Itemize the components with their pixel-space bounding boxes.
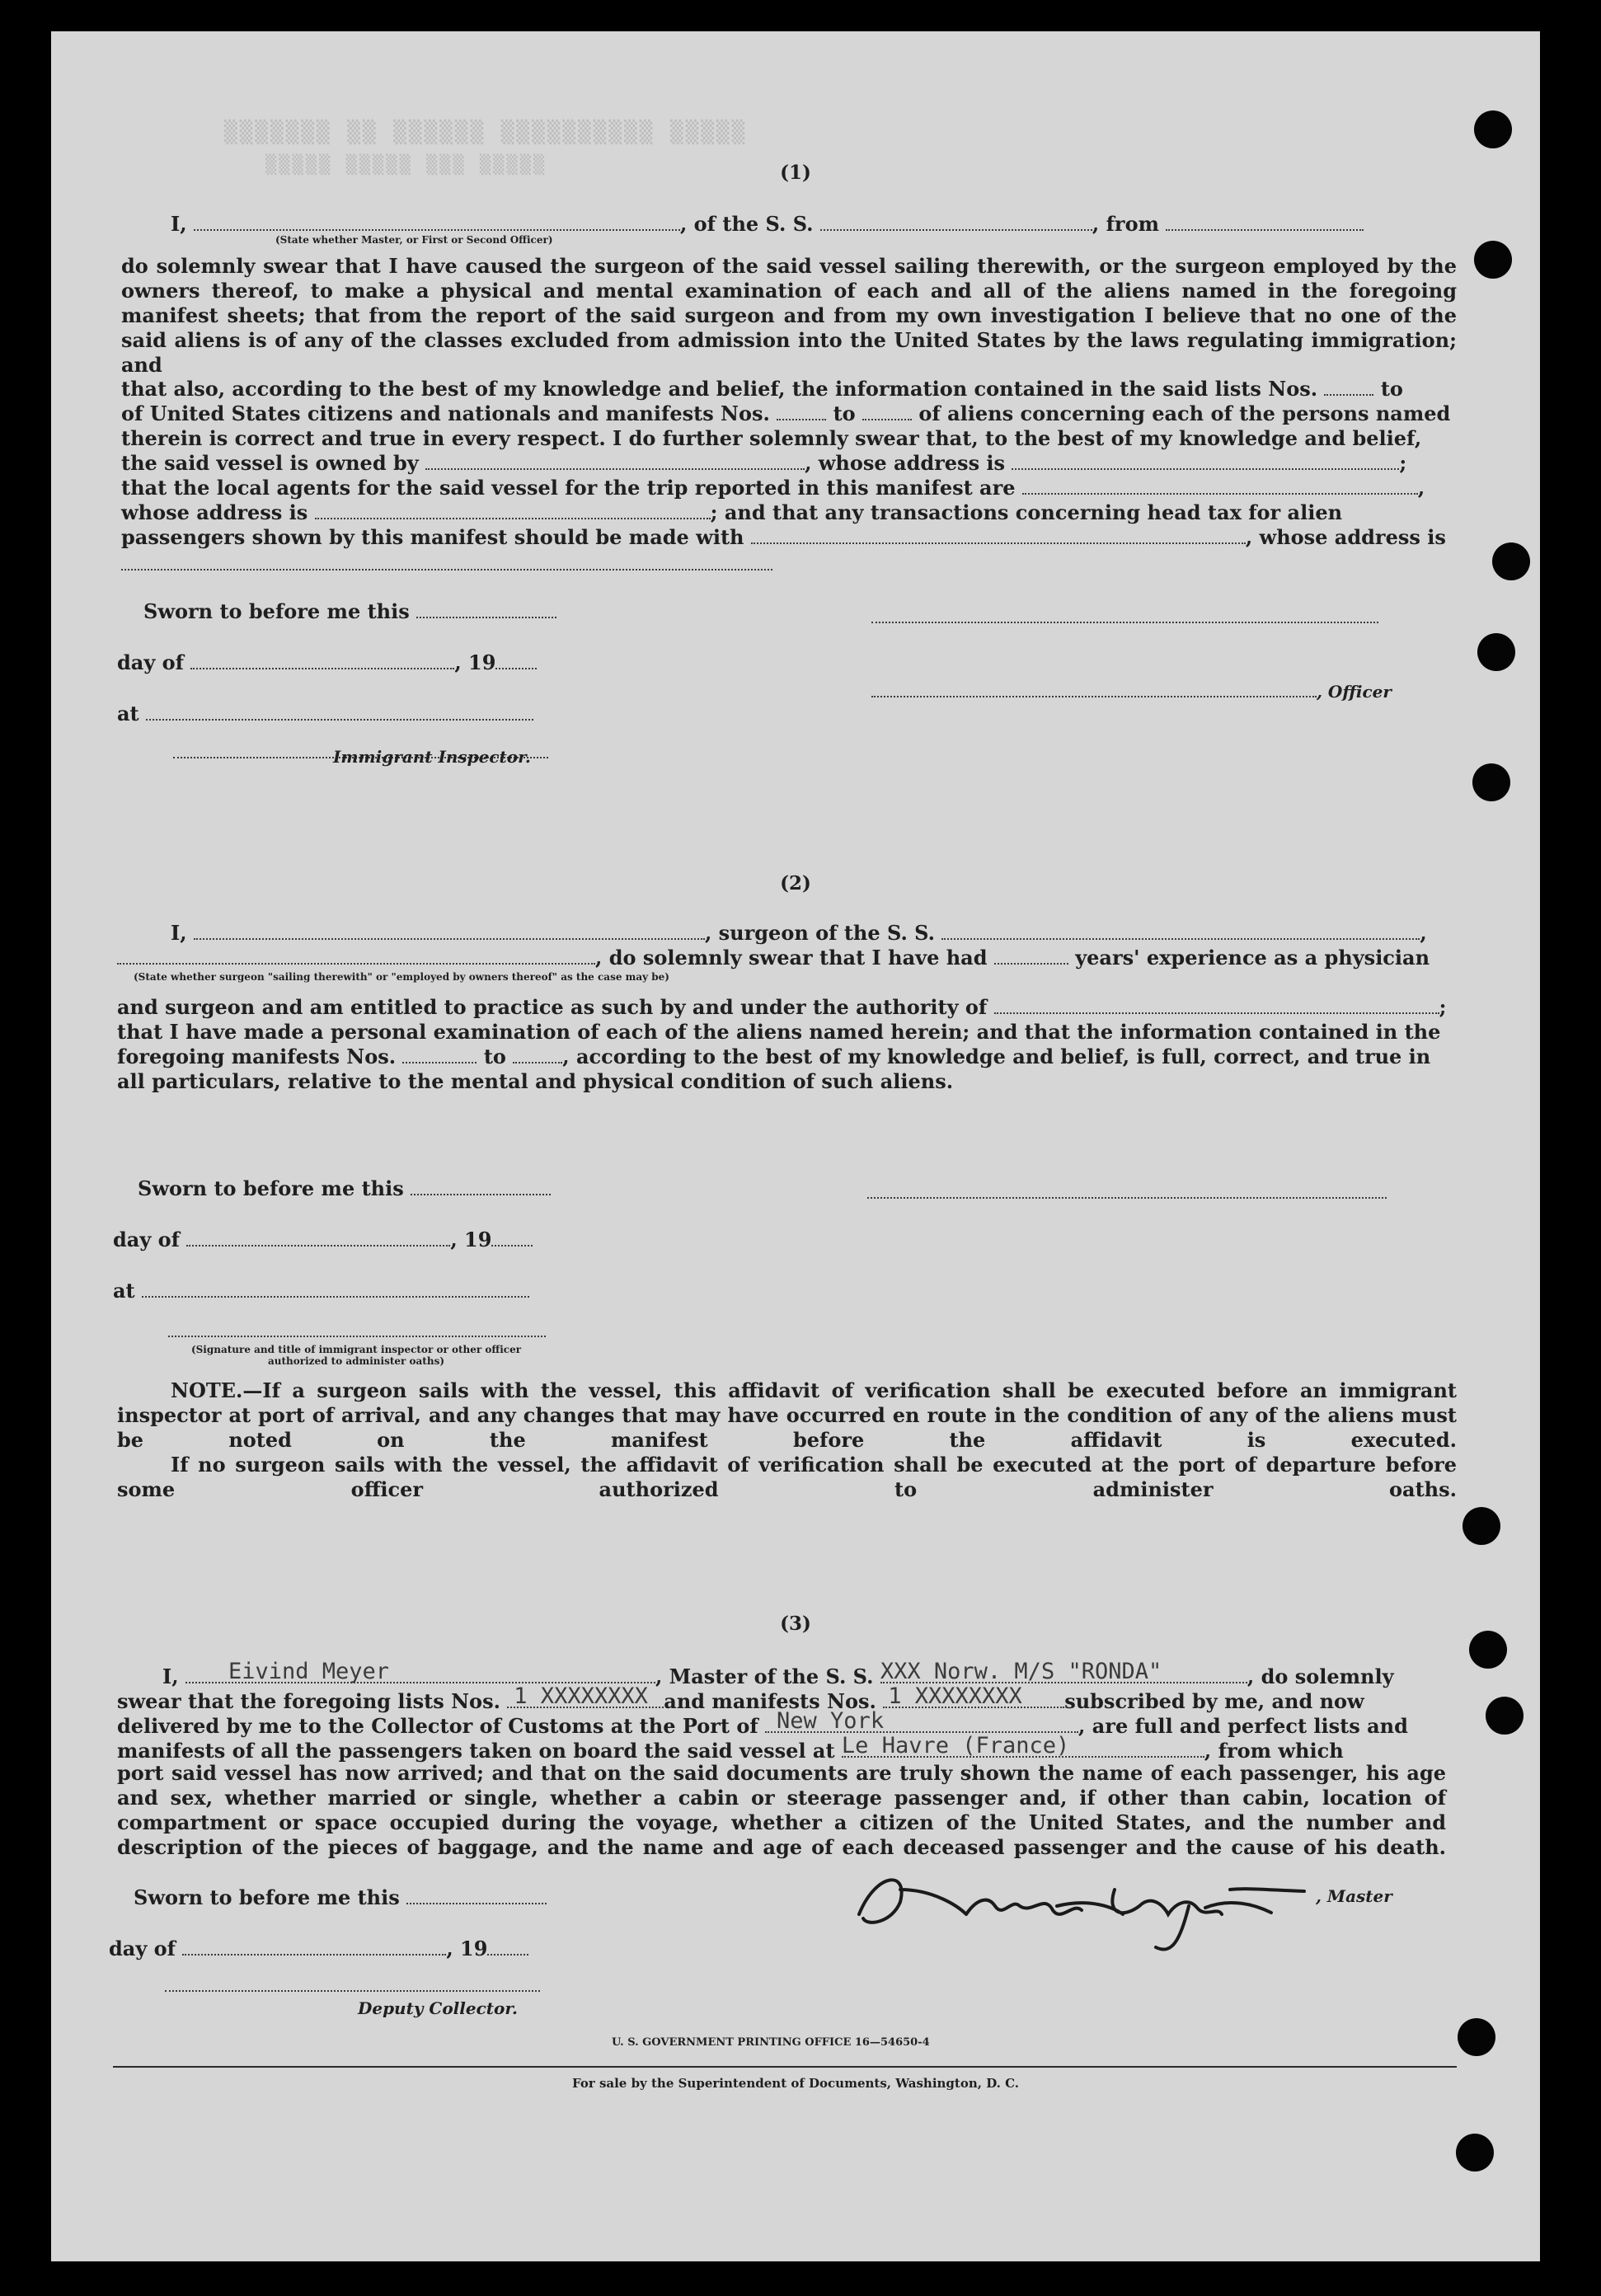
- s1-us-citizens-line: of United States citizens and nationals and manifests Nos. to of aliens concerning each of the persons named: [121, 401, 1451, 425]
- s1-officer-signature-rule: [871, 622, 1378, 623]
- bleed-through-text: ▒▒▒▒▒▒▒ ▒▒ ▒▒▒▒▒▒ ▒▒▒▒▒▒▒▒▒▒ ▒▒▒▒▒: [224, 120, 748, 145]
- s1-of-ss: , of the S. S.: [679, 212, 814, 236]
- s3-lists-line: swear that the foregoing lists Nos. 1 XXXXXXXX and manifests Nos. 1 XXXXXXXX subscribed by me, and now: [117, 1683, 1364, 1713]
- s2-surgeon-signature-rule: [867, 1197, 1387, 1199]
- departure-port-value: Le Havre (France): [841, 1733, 1070, 1758]
- s2-sworn-line: Sworn to before me this: [138, 1177, 551, 1200]
- s3-sworn-line: Sworn to before me this: [134, 1886, 547, 1909]
- vessel-name: XXX Norw. M/S "RONDA": [880, 1659, 1162, 1684]
- footer-rule: [113, 2066, 1457, 2068]
- s1-oath-paragraph-a: do solemnly swear that I have caused the surgeon of the said vessel sailing therewith, or the surgeon employed by the owners thereof, to make a physical and mental examination of each and all of the aliens named in the foregoing manifest sheets; that from the report of the said surgeon and from my own investigation I believe that no one of the said aliens is of any of the classes excluded from admission into the United States by the laws regulating immigration; and: [121, 254, 1457, 377]
- manifest-back-page: [51, 31, 1540, 2261]
- punch-hole: [1474, 110, 1512, 148]
- s1-owned-by-line: the said vessel is owned by , whose address is ;: [121, 451, 1407, 475]
- section-2-number: (2): [780, 872, 811, 894]
- s3-day-of-line: day of , 19: [109, 1937, 528, 1960]
- s3-master-line: I, Eivind Meyer , Master of the S. S. XXX Norw. M/S "RONDA" , do solemnly: [162, 1659, 1394, 1688]
- s1-i: I,: [171, 212, 187, 236]
- punch-hole: [1486, 1697, 1524, 1735]
- s1-that-also-line: that also, according to the best of my knowledge and belief, the information contained in the said lists Nos. to: [121, 377, 1403, 401]
- s2-examination-line: that I have made a personal examination of each of the aliens named herein; and that the information contained in the: [117, 1020, 1441, 1044]
- s2-particulars-line: all particulars, relative to the mental and physical condition of such aliens.: [117, 1069, 954, 1093]
- s1-local-agents-line: that the local agents for the said vessel for the trip reported in this manifest are ,: [121, 476, 1425, 500]
- s1-day-of-line: day of , 19: [117, 651, 537, 674]
- note-paragraph-2: If no surgeon sails with the vessel, the affidavit of verification shall be executed at the port of departure before some officer authorized to administer oaths.: [117, 1453, 1457, 1501]
- s3-master-label: , Master: [1316, 1886, 1392, 1906]
- s3-taken-on-line: manifests of all the passengers taken on board the said vessel at Le Havre (France) , from which: [117, 1733, 1344, 1763]
- s1-at-line: at: [117, 702, 533, 725]
- s1-from: , from: [1092, 212, 1159, 236]
- s1-sworn-line: Sworn to before me this: [143, 600, 556, 623]
- s2-inspector-rule: [168, 1336, 546, 1337]
- for-sale-notice: For sale by the Superintendent of Documents, Washington, D. C.: [571, 2076, 1020, 2091]
- punch-hole: [1492, 542, 1530, 580]
- s2-authority-line: and surgeon and am entitled to practice as such by and under the authority of ;: [117, 995, 1447, 1019]
- punch-hole: [1462, 1507, 1500, 1545]
- s2-manifests-line: foregoing manifests Nos. to , according to the best of my knowledge and belief, is full, correct, and true in: [117, 1045, 1431, 1068]
- manifests-nos-value: 1 XXXXXXXX: [888, 1683, 1022, 1709]
- s2-surgeon-note: (State whether surgeon "sailing therewith" or "employed by owners thereof" as the case may be): [134, 971, 669, 983]
- s1-master-line: [171, 213, 1364, 236]
- master-name: Eivind Meyer: [228, 1659, 390, 1684]
- master-signature: [843, 1857, 1370, 1956]
- s2-solemnly-line: , do solemnly swear that I have had years' experience as a physician: [117, 946, 1430, 970]
- s1-correct-line: therein is correct and true in every respect. I do further solemnly swear that, to the best of my knowledge and belief,: [121, 426, 1422, 450]
- section-3-number: (3): [780, 1613, 811, 1635]
- s3-collector-rule: [165, 1990, 540, 1992]
- note-paragraph: NOTE.—If a surgeon sails with the vessel, this affidavit of verification shall be executed before an immigrant inspector at port of arrival, and any changes that may have occurred en route in the condition of any of the aliens must be noted on the manifest before the affidavit is executed.: [117, 1378, 1457, 1452]
- s3-oath-paragraph: port said vessel has now arrived; and that on the said documents are truly shown the name of each passenger, his age and sex, whether married or single, whether a cabin or steerage passenger and, if other than cabin, location of compartment or space occupied during the voyage, whether a citizen of the United States, and the number and description of the pieces of baggage, and the name and age of each deceased passenger and the cause of his death.: [117, 1761, 1446, 1859]
- punch-hole: [1469, 1631, 1507, 1669]
- s2-at-line: at: [113, 1279, 529, 1303]
- punch-hole: [1458, 2018, 1495, 2056]
- s1-officer-line: , Officer: [871, 679, 1392, 703]
- punch-hole: [1477, 633, 1515, 671]
- s1-immigrant-inspector: Immigrant Inspector.: [333, 747, 531, 767]
- s1-address-head-tax-line: whose address is ; and that any transactions concerning head tax for alien: [121, 500, 1343, 524]
- s1-address-rule: [121, 569, 772, 570]
- printing-office-imprint: U. S. GOVERNMENT PRINTING OFFICE 16—54650-4: [612, 2036, 930, 2049]
- section-1-number: (1): [780, 162, 811, 184]
- s2-surgeon-line: I, , surgeon of the S. S. ,: [171, 921, 1427, 945]
- punch-hole: [1456, 2134, 1494, 2172]
- s1-officer-note: (State whether Master, or First or Second Officer): [275, 234, 553, 246]
- s2-signature-note: (Signature and title of immigrant inspector or other officer authorized to administer oaths): [190, 1344, 522, 1367]
- bleed-through-text: ▒▒▒▒▒ ▒▒▒▒▒ ▒▒▒ ▒▒▒▒▒: [265, 155, 547, 176]
- punch-hole: [1472, 763, 1510, 801]
- s3-port-line: delivered by me to the Collector of Customs at the Port of New York , are full and perfect lists and: [117, 1708, 1408, 1738]
- s1-passengers-line: passengers shown by this manifest should be made with , whose address is: [121, 525, 1446, 549]
- lists-nos-value: 1 XXXXXXXX: [514, 1683, 648, 1709]
- s2-day-of-line: day of , 19: [113, 1228, 533, 1251]
- punch-hole: [1474, 241, 1512, 279]
- port-value: New York: [777, 1708, 885, 1734]
- s3-deputy-collector: Deputy Collector.: [358, 1998, 519, 2018]
